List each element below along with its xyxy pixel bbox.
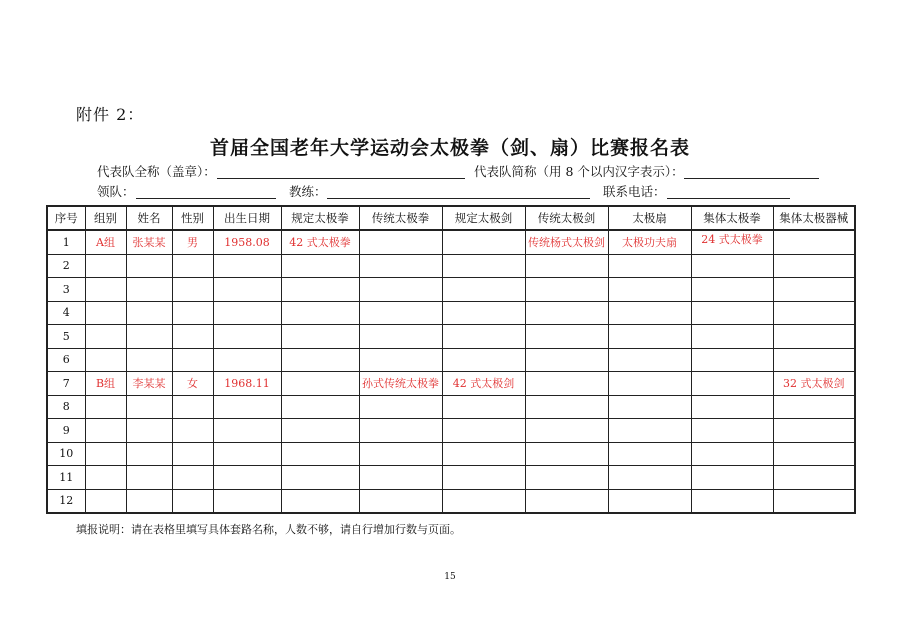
table-cell[interactable]	[172, 395, 213, 419]
table-cell[interactable]	[691, 442, 773, 466]
table-cell[interactable]	[126, 395, 172, 419]
table-cell[interactable]	[281, 301, 359, 325]
table-cell[interactable]	[213, 466, 281, 490]
table-cell[interactable]	[359, 301, 442, 325]
table-cell[interactable]	[126, 325, 172, 349]
table-cell[interactable]	[691, 254, 773, 278]
table-cell[interactable]	[172, 348, 213, 372]
table-cell[interactable]: 32 式太极剑	[773, 372, 855, 396]
table-cell[interactable]	[442, 419, 525, 443]
table-cell[interactable]: 12	[47, 489, 85, 513]
coach-field[interactable]	[327, 185, 590, 199]
table-row	[47, 254, 855, 278]
column-header: 集体太极拳	[691, 206, 773, 230]
table-cell[interactable]	[85, 325, 126, 349]
team-short-name-field[interactable]	[684, 165, 819, 179]
table-cell[interactable]	[773, 348, 855, 372]
table-cell[interactable]	[126, 301, 172, 325]
table-cell[interactable]	[172, 419, 213, 443]
table-cell[interactable]	[85, 395, 126, 419]
table-cell[interactable]	[608, 301, 691, 325]
table-cell[interactable]	[359, 419, 442, 443]
table-row	[47, 395, 855, 419]
phone-field[interactable]	[667, 185, 790, 199]
table-cell[interactable]: 1958.08	[213, 230, 281, 254]
table-cell[interactable]	[126, 419, 172, 443]
table-cell[interactable]: 男	[172, 230, 213, 254]
table-cell[interactable]	[172, 325, 213, 349]
table-cell[interactable]: 3	[47, 278, 85, 302]
table-cell[interactable]	[213, 325, 281, 349]
table-cell[interactable]	[442, 395, 525, 419]
table-cell[interactable]	[213, 442, 281, 466]
table-row	[47, 348, 855, 372]
table-cell[interactable]: 6	[47, 348, 85, 372]
table-cell[interactable]	[85, 442, 126, 466]
table-row	[47, 442, 855, 466]
fill-instructions: 填报说明：请在表格里填写具体套路名称，人数不够，请自行增加行数与页面。	[76, 523, 461, 536]
table-cell[interactable]	[442, 466, 525, 490]
table-cell[interactable]	[525, 489, 608, 513]
table-cell[interactable]	[359, 466, 442, 490]
table-cell[interactable]	[608, 489, 691, 513]
column-header: 序号	[47, 206, 85, 230]
table-body	[47, 230, 855, 513]
table-row	[47, 419, 855, 443]
team-short-name-label: 代表队简称（用 8 个以内汉字表示）：	[474, 164, 684, 179]
table-row	[47, 325, 855, 349]
table-row	[47, 466, 855, 490]
table-cell[interactable]	[442, 489, 525, 513]
table-cell[interactable]: 42 式太极剑	[442, 372, 525, 396]
table-cell[interactable]	[359, 278, 442, 302]
leader-label: 领队：	[97, 184, 135, 199]
table-cell[interactable]	[691, 489, 773, 513]
table-cell[interactable]	[85, 348, 126, 372]
table-cell[interactable]	[773, 301, 855, 325]
table-cell[interactable]	[359, 348, 442, 372]
table-cell[interactable]: 1968.11	[213, 372, 281, 396]
table-cell[interactable]	[126, 489, 172, 513]
table-cell[interactable]	[442, 325, 525, 349]
table-cell[interactable]	[442, 230, 525, 254]
table-cell[interactable]	[691, 325, 773, 349]
table-cell[interactable]	[85, 419, 126, 443]
table-cell[interactable]	[281, 442, 359, 466]
table-cell[interactable]: 42 式太极拳	[281, 230, 359, 254]
table-cell[interactable]	[213, 348, 281, 372]
table-cell[interactable]	[172, 301, 213, 325]
table-cell[interactable]	[126, 348, 172, 372]
coach-label: 教练：	[289, 184, 327, 199]
table-cell[interactable]	[442, 254, 525, 278]
table-cell[interactable]: 张某某	[126, 230, 172, 254]
table-cell[interactable]	[172, 442, 213, 466]
table-cell[interactable]	[525, 325, 608, 349]
table-cell[interactable]	[85, 278, 126, 302]
table-cell[interactable]: 4	[47, 301, 85, 325]
table-cell[interactable]	[608, 395, 691, 419]
table-cell[interactable]	[442, 301, 525, 325]
table-cell[interactable]	[773, 466, 855, 490]
table-cell[interactable]	[281, 325, 359, 349]
table-cell[interactable]	[359, 489, 442, 513]
table-cell[interactable]	[773, 489, 855, 513]
table-cell[interactable]	[691, 348, 773, 372]
table-cell[interactable]	[85, 301, 126, 325]
table-cell[interactable]	[525, 348, 608, 372]
column-header: 性别	[172, 206, 213, 230]
leader-field[interactable]	[136, 185, 276, 199]
column-header: 规定太极剑	[442, 206, 525, 230]
attachment-label: 附件 2：	[76, 105, 145, 124]
table-cell[interactable]	[691, 395, 773, 419]
table-cell[interactable]: 10	[47, 442, 85, 466]
table-cell[interactable]	[172, 278, 213, 302]
table-cell[interactable]	[773, 395, 855, 419]
table-cell[interactable]	[281, 278, 359, 302]
table-cell[interactable]	[442, 442, 525, 466]
table-cell[interactable]	[773, 230, 855, 254]
table-cell[interactable]	[608, 419, 691, 443]
table-cell[interactable]	[213, 301, 281, 325]
table-cell[interactable]: 7	[47, 372, 85, 396]
table-cell[interactable]	[608, 278, 691, 302]
column-header: 集体太极器械	[773, 206, 855, 230]
table-cell[interactable]	[442, 348, 525, 372]
table-cell[interactable]	[281, 395, 359, 419]
table-cell[interactable]: 1	[47, 230, 85, 254]
column-header: 传统太极拳	[359, 206, 442, 230]
table-cell[interactable]	[525, 372, 608, 396]
table-row	[47, 278, 855, 302]
table-cell[interactable]	[172, 466, 213, 490]
registration-table	[46, 205, 856, 514]
table-cell[interactable]	[608, 442, 691, 466]
table-cell[interactable]: 24 式太极拳	[691, 230, 773, 254]
table-cell[interactable]	[126, 466, 172, 490]
table-cell[interactable]: 11	[47, 466, 85, 490]
column-header: 规定太极拳	[281, 206, 359, 230]
table-cell[interactable]	[281, 466, 359, 490]
table-cell[interactable]: B组	[85, 372, 126, 396]
table-cell[interactable]	[691, 372, 773, 396]
table-cell[interactable]	[525, 301, 608, 325]
table-cell[interactable]	[608, 254, 691, 278]
table-cell[interactable]	[213, 254, 281, 278]
table-cell[interactable]	[281, 254, 359, 278]
table-cell[interactable]	[525, 278, 608, 302]
table-cell[interactable]	[213, 489, 281, 513]
table-cell[interactable]	[608, 348, 691, 372]
table-cell[interactable]: 2	[47, 254, 85, 278]
team-full-name-field[interactable]	[217, 165, 465, 179]
table-cell[interactable]	[126, 442, 172, 466]
table-cell[interactable]: 太极功夫扇	[608, 230, 691, 254]
table-cell[interactable]	[442, 278, 525, 302]
table-cell[interactable]	[359, 442, 442, 466]
table-cell[interactable]: 5	[47, 325, 85, 349]
table-cell[interactable]	[85, 254, 126, 278]
table-cell[interactable]	[608, 466, 691, 490]
table-cell[interactable]	[773, 278, 855, 302]
table-cell[interactable]	[773, 325, 855, 349]
table-cell[interactable]: 李某某	[126, 372, 172, 396]
column-header: 组别	[85, 206, 126, 230]
table-cell[interactable]	[691, 419, 773, 443]
table-cell[interactable]	[525, 466, 608, 490]
table-cell[interactable]: 9	[47, 419, 85, 443]
column-header: 姓名	[126, 206, 172, 230]
table-cell[interactable]	[773, 419, 855, 443]
table-cell[interactable]	[281, 348, 359, 372]
table-cell[interactable]	[525, 395, 608, 419]
table-row	[47, 230, 855, 254]
table-header-row	[47, 206, 855, 230]
table-cell[interactable]	[525, 419, 608, 443]
table-cell[interactable]	[359, 325, 442, 349]
table-cell[interactable]	[126, 254, 172, 278]
table-cell[interactable]	[773, 254, 855, 278]
table-cell[interactable]: 孙式传统太极拳	[359, 372, 442, 396]
table-cell[interactable]	[773, 442, 855, 466]
table-cell[interactable]	[525, 442, 608, 466]
table-cell[interactable]	[359, 395, 442, 419]
column-header: 出生日期	[213, 206, 281, 230]
page-number: 15	[444, 572, 456, 582]
table-cell[interactable]	[691, 466, 773, 490]
table-cell[interactable]	[213, 395, 281, 419]
table-cell[interactable]	[172, 489, 213, 513]
table-cell[interactable]	[172, 254, 213, 278]
table-cell[interactable]: 女	[172, 372, 213, 396]
table-cell[interactable]	[213, 419, 281, 443]
table-cell[interactable]	[213, 278, 281, 302]
table-cell[interactable]	[281, 489, 359, 513]
table-cell[interactable]	[608, 325, 691, 349]
table-cell[interactable]: A组	[85, 230, 126, 254]
table-row	[47, 489, 855, 513]
form-title: 首届全国老年大学运动会太极拳（剑、扇）比赛报名表	[209, 137, 690, 159]
table-cell[interactable]	[359, 230, 442, 254]
table-row	[47, 301, 855, 325]
table-cell[interactable]	[691, 278, 773, 302]
phone-label: 联系电话：	[603, 184, 666, 199]
column-header: 传统太极剑	[525, 206, 608, 230]
table-cell[interactable]	[85, 489, 126, 513]
table-cell[interactable]	[608, 372, 691, 396]
table-cell[interactable]	[85, 466, 126, 490]
table-cell[interactable]	[525, 254, 608, 278]
table-cell[interactable]	[281, 419, 359, 443]
team-full-name-label: 代表队全称（盖章）：	[97, 164, 216, 179]
table-cell[interactable]: 传统杨式太极剑	[525, 230, 608, 254]
column-header: 太极扇	[608, 206, 691, 230]
table-cell[interactable]	[281, 372, 359, 396]
table-cell[interactable]: 8	[47, 395, 85, 419]
table-row	[47, 372, 855, 396]
table-cell[interactable]	[691, 301, 773, 325]
table-cell[interactable]	[359, 254, 442, 278]
table-cell[interactable]	[126, 278, 172, 302]
